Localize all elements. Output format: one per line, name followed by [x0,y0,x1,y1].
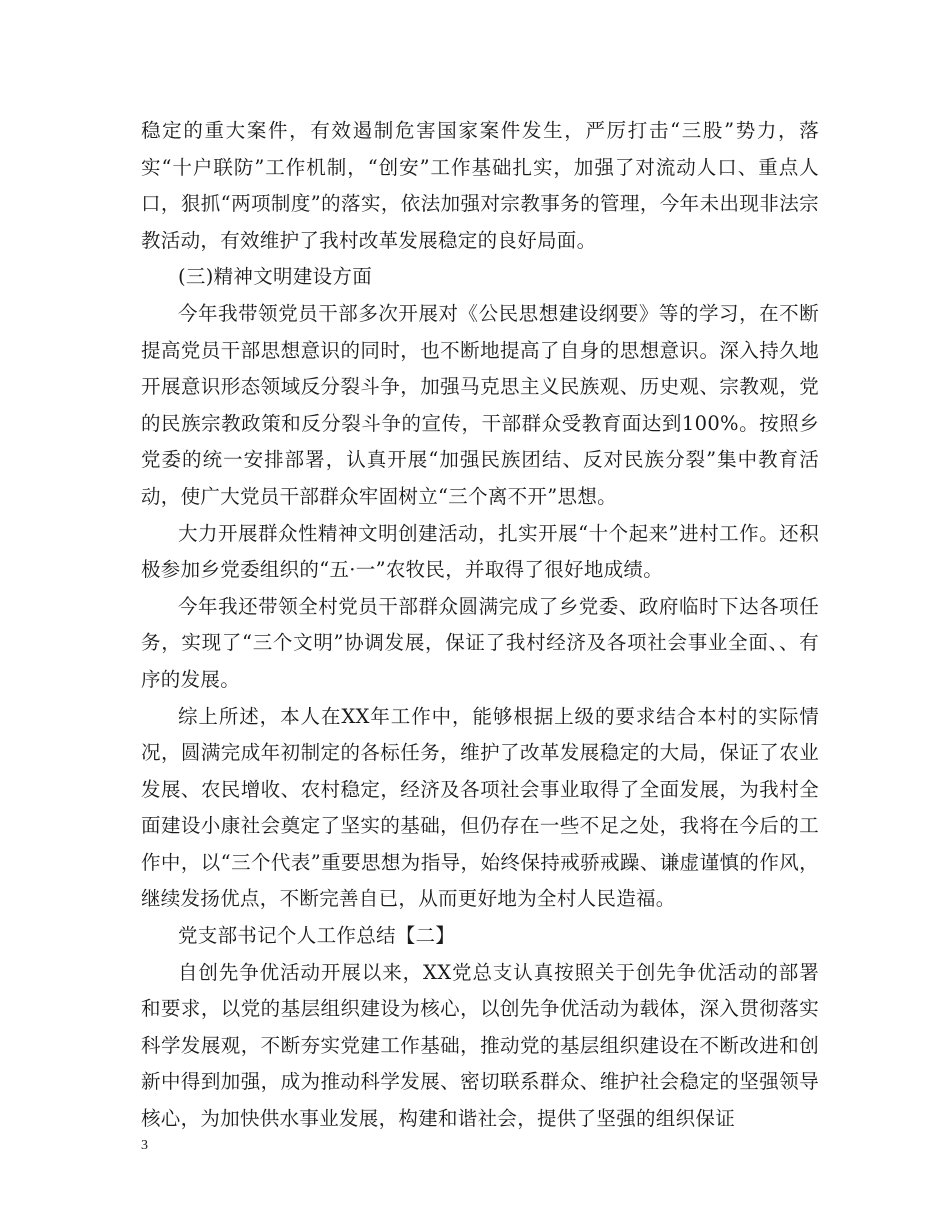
paragraph-5: 今年我还带领全村党员干部群众圆满完成了乡党委、政府临时下达各项任务，实现了“三个文明”协调发展，保证了我村经济及各项社会事业全面、、有序的发展。 [141,594,819,691]
document-body [141,113,819,1138]
section-heading-spiritual-civilization: (三)精神文明建设方面 [178,265,373,289]
page-number: 3 [141,1138,148,1153]
paragraph-4: 大力开展群众性精神文明创建活动，扎实开展“十个起来”进村工作。还积极参加乡党委组织的“五·一”农牧民，并取得了很好地成绩。 [141,521,819,582]
paragraph-8: 自创先争优活动开展以来，XX党总支认真按照关于创先争优活动的部署和要求，以党的基层组织建设为核心，以创先争优活动为载体，深入贯彻落实科学发展观，不断夯实党建工作基础，推动党的基层组织建设在不断改进和创新中得到加强，成为推动科学发展、密切联系群众、维护社会稳定的坚强领导核心，为加快供水事业发展，构建和谐社会，提供了坚强的组织保证 [141,960,819,1131]
paragraph-6: 综上所述，本人在XX年工作中，能够根据上级的要求结合本村的实际情况，圆满完成年初制定的各标任务，维护了改革发展稳定的大局，保证了农业发展、农民增收、农村稳定，经济及各项社会事业取得了全面发展，为我村全面建设小康社会奠定了坚实的基础，但仍存在一些不足之处，我将在今后的工作中，以“三个代表”重要思想为指导，始终保持戒骄戒躁、谦虚谨慎的作风，继续发扬优点，不断完善自已，从而更好地为全村人民造福。 [141,704,819,911]
section-heading-summary-two: 党支部书记个人工作总结【二】 [178,924,456,948]
paragraph-3: 今年我带领党员干部多次开展对《公民思想建设纲要》等的学习，在不断提高党员干部思想意识的同时，也不断地提高了自身的思想意识。深入持久地开展意识形态领域反分裂斗争，加强马克思主义民族观、历史观、宗教观，党的民族宗教政策和反分裂斗争的宣传，干部群众受教育面达到100%。按照乡党委的统一安排部署，认真开展“加强民族团结、反对民族分裂”集中教育活动，使广大党员干部群众牢固树立“三个离不开”思想。 [141,301,819,508]
paragraph-1: 稳定的重大案件，有效遏制危害国家案件发生，严厉打击“三股”势力，落实“十户联防”工作机制，“创安”工作基础扎实，加强了对流动人口、重点人口，狠抓“两项制度”的落实，依法加强对宗教事务的管理，今年未出现非法宗教活动，有效维护了我村改革发展稳定的良好局面。 [141,119,819,252]
